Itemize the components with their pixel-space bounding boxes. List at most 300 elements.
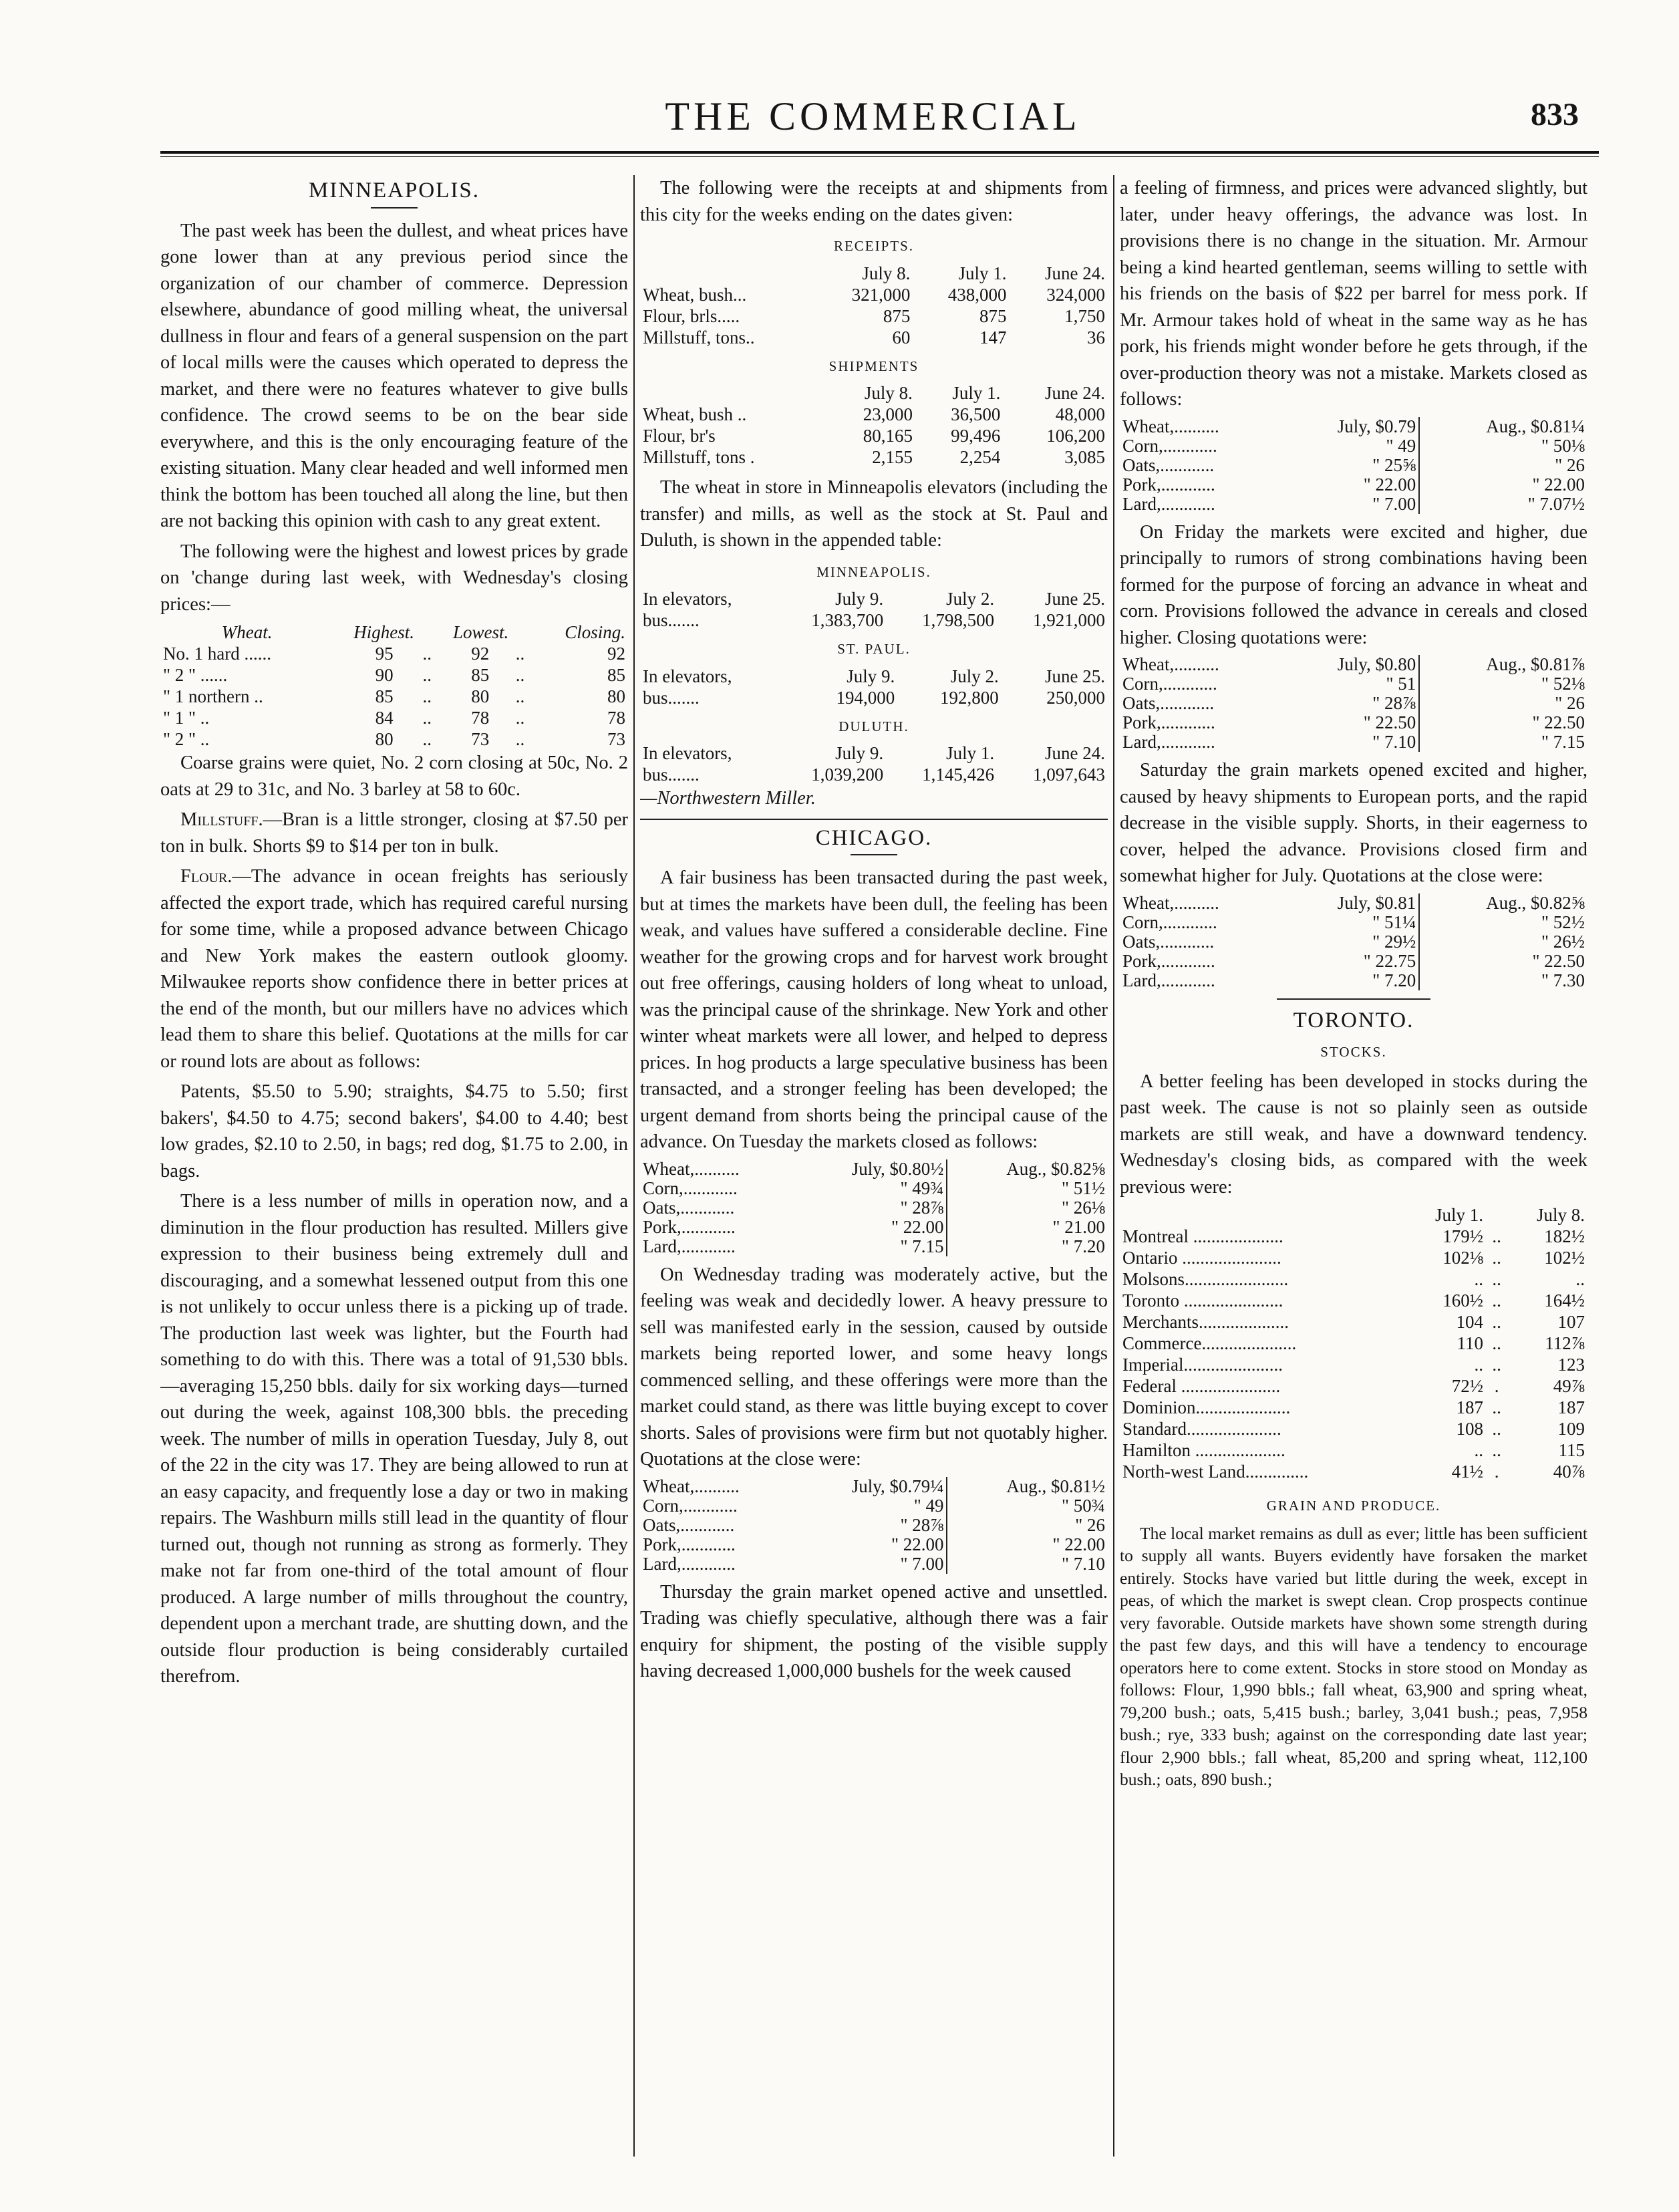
table-row	[640, 446, 1108, 468]
millstuff-label: Millstuff.	[180, 809, 263, 830]
table-cell: 90	[375, 665, 394, 685]
table-cell: 875	[883, 305, 911, 326]
july-price: " 7.00	[900, 1553, 944, 1574]
table-row	[160, 643, 628, 664]
bid-july-8: 112⅞	[1545, 1333, 1585, 1353]
august-price: " 22.00	[1419, 475, 1587, 495]
quotation-table-wednesday	[640, 1477, 1108, 1574]
table-cell: 73	[607, 729, 625, 749]
table-cell: " 1 northern ..	[163, 686, 263, 706]
stock-row	[1120, 1290, 1587, 1311]
minneapolis-heading: MINNEAPOLIS.	[309, 178, 480, 202]
price-header-highest: Highest.	[353, 622, 415, 642]
table-cell: Wheat, bush...	[643, 284, 747, 305]
august-price: " 22.50	[1419, 952, 1587, 971]
bid-july-8: 107	[1557, 1312, 1585, 1332]
elevator-value: 1,097,643	[1033, 765, 1105, 785]
shipments-date: July 1.	[952, 383, 1001, 403]
bank-name: Standard.....................	[1122, 1419, 1281, 1439]
stock-intro: The wheat in store in Minneapolis elevators (including the transfer) and mills, as well as the stock at St. Paul and Duluth, is shown in the appended table:	[640, 477, 1108, 551]
flour-text: —The advance in ocean freights has seriously affected the export trade, which has required careful nursing for some time, while a proposed advance between Chicago and New York makes the eastern outlook gloomy. Milwaukee reports show confidence there in better prices at the end of the month, but our millers have no advices which lead them to share this belief. Quotations at the mills for car or round lots are about as follows:	[160, 866, 628, 1072]
table-cell: 80	[607, 686, 625, 706]
quotation-row	[1120, 694, 1587, 713]
august-price: " 7.07½	[1419, 495, 1587, 514]
quotation-row	[640, 1218, 1108, 1237]
table-row	[160, 664, 628, 686]
grain-produce-heading: GRAIN AND PRODUCE.	[1266, 1498, 1441, 1514]
table-cell: 2,155	[872, 447, 913, 467]
table-cell: ..	[422, 644, 432, 664]
chicago-paragraph-1: A fair business has been transacted during the past week, but at times the markets have been dull, the feeling has been weak, and values have suffered a considerable decline. Fine weather for the growing crops and for harvest work brought out free offerings, causing holders of long wheat to unload, was the principal cause of the shrinkage. New York and other winter wheat markets were all lower, and helped to depress prices. In hog products a large speculative business has been transacted, and a stronger feeling has been developed; the urgent demand from shorts being the principal cause of the advance. On Tuesday the markets closed as follows:	[640, 867, 1108, 1152]
leader: .	[1494, 1376, 1499, 1396]
july-price: " 29½	[1372, 931, 1416, 952]
leader: ..	[1492, 1248, 1501, 1268]
bid-july-1: 41½	[1451, 1462, 1484, 1482]
table-cell: 80	[471, 686, 490, 706]
bid-july-8: 102½	[1544, 1248, 1585, 1268]
elevator-date: July 1.	[946, 743, 995, 763]
stock-date: July 8.	[1536, 1205, 1585, 1225]
stock-row	[1120, 1247, 1587, 1268]
july-price: " 28⅞	[900, 1197, 944, 1218]
commodity-name: Oats,............	[1122, 693, 1215, 713]
table-row	[640, 742, 1108, 764]
commodity-name: Wheat,..........	[1122, 892, 1219, 913]
august-price: " 7.10	[947, 1554, 1108, 1574]
bid-july-8: 115	[1558, 1440, 1585, 1460]
leader: ..	[1492, 1440, 1501, 1460]
quotation-row	[1120, 893, 1587, 913]
july-price: " 28⅞	[900, 1514, 944, 1535]
quotation-row	[1120, 655, 1587, 674]
august-price: Aug., $0.81½	[947, 1477, 1108, 1496]
shipments-heading: SHIPMENTS	[828, 358, 919, 374]
august-price: Aug., $0.82⅝	[947, 1159, 1108, 1179]
chicago-heading: CHICAGO.	[815, 825, 933, 850]
toronto-paragraph-1: A better feeling has been developed in stocks during the past week. The cause is not so plainly seen as outside markets are still weak, and have a downward tendency. Wednesday's closing bids, as compared with the week previous were:	[1120, 1071, 1587, 1198]
table-cell: 92	[471, 644, 490, 664]
august-price: " 7.20	[947, 1237, 1108, 1256]
leader: ..	[1492, 1333, 1501, 1353]
section-rule	[1277, 998, 1430, 1000]
july-price: " 25⅝	[1372, 454, 1416, 475]
quotation-row	[1120, 456, 1587, 475]
bid-july-1: 102⅛	[1442, 1248, 1484, 1268]
table-cell: ..	[422, 686, 432, 706]
elevator-value: 1,145,426	[922, 765, 995, 785]
elevator-date: July 9.	[847, 666, 895, 686]
leader: ..	[1492, 1355, 1501, 1375]
table-cell: 80	[375, 729, 394, 749]
table-row	[640, 764, 1108, 785]
commodity-name: Corn,............	[643, 1178, 738, 1198]
leader: ..	[1492, 1419, 1501, 1439]
table-cell: 92	[607, 644, 625, 664]
table-cell: 80,165	[863, 426, 913, 446]
august-price: " 50⅛	[1419, 436, 1587, 456]
quotation-row	[1120, 436, 1587, 456]
receipts-heading: RECEIPTS.	[833, 238, 915, 254]
bank-name: Commerce.....................	[1122, 1333, 1297, 1353]
table-cell: 2,254	[959, 447, 1001, 467]
commodity-name: Pork,............	[1122, 950, 1215, 971]
table-cell: Millstuff, tons .	[643, 447, 755, 467]
table-cell: 85	[375, 686, 394, 706]
table-cell: " 2 " ..	[163, 729, 210, 749]
july-price: " 7.00	[1372, 493, 1416, 514]
chicago-paragraph-6: Saturday the grain markets opened excited and higher, caused by heavy shipments to European ports, and the rapid decrease in the visible supply. Shorts, in their eagerness to cover, helped the advance. Provisions closed firm and somewhat higher for July. Quotations at the close were:	[1120, 760, 1587, 886]
leader: .	[1494, 1462, 1499, 1482]
july-price: " 49	[1386, 435, 1416, 456]
stock-row	[1120, 1333, 1587, 1354]
flour-label: Flour.	[180, 866, 233, 887]
quotation-row	[1120, 713, 1587, 732]
commodity-name: Lard,............	[643, 1553, 736, 1574]
table-row	[640, 425, 1108, 446]
receipts-date: July 1.	[958, 263, 1007, 283]
table-cell: 438,000	[947, 284, 1007, 305]
price-header-lowest: Lowest.	[452, 622, 509, 642]
elevator-table	[640, 742, 1108, 785]
section-rule	[640, 819, 1108, 820]
bank-name: Toronto ......................	[1122, 1290, 1283, 1310]
elevator-heading: MINNEAPOLIS.	[816, 563, 931, 580]
table-cell: Wheat, bush ..	[643, 404, 747, 424]
july-price: " 7.20	[1372, 970, 1416, 990]
bid-july-1: ..	[1474, 1440, 1484, 1460]
elevator-heading: DULUTH.	[838, 718, 909, 734]
table-row	[640, 284, 1108, 305]
bid-july-1: 104	[1456, 1312, 1484, 1332]
quotation-row	[640, 1477, 1108, 1496]
table-cell: 60	[892, 327, 911, 348]
bank-name: Dominion.....................	[1122, 1397, 1291, 1417]
receipts-date: June 24.	[1045, 263, 1105, 283]
july-price: July, $0.79	[1337, 416, 1416, 436]
commodity-name: Oats,............	[643, 1514, 735, 1535]
table-cell: 95	[375, 644, 394, 664]
stock-date: July 1.	[1435, 1205, 1484, 1225]
bank-name: Federal ......................	[1122, 1376, 1281, 1396]
receipts-intro: The following were the receipts at and shipments from this city for the weeks ending on the dates given:	[640, 178, 1108, 225]
table-row	[640, 666, 1108, 687]
flour-paragraph	[160, 863, 628, 1075]
leader: ..	[1492, 1290, 1501, 1310]
commodity-name: Corn,............	[1122, 674, 1217, 694]
quotation-row	[1120, 932, 1587, 952]
minneapolis-paragraph-2: The following were the highest and lowest prices by grade on 'change during last week, with Wednesday's closing prices:—	[160, 541, 628, 615]
toronto-heading: TORONTO.	[1293, 1008, 1414, 1032]
elevator-date: June 25.	[1045, 666, 1105, 686]
column-divider-2	[1113, 175, 1114, 2157]
commodity-name: Wheat,..........	[643, 1476, 740, 1496]
stock-row	[1120, 1439, 1587, 1461]
bid-july-8: ..	[1575, 1269, 1585, 1289]
bid-july-1: ..	[1474, 1269, 1484, 1289]
stock-row	[1120, 1354, 1587, 1375]
august-price: " 26	[1419, 694, 1587, 713]
quotation-row	[640, 1496, 1108, 1516]
august-price: " 51½	[947, 1179, 1108, 1198]
july-price: " 22.00	[891, 1216, 944, 1237]
elevator-stocks	[640, 559, 1108, 786]
commodity-name: Pork,............	[1122, 474, 1215, 495]
commodity-name: Pork,............	[1122, 712, 1215, 732]
july-price: July, $0.79¼	[851, 1476, 944, 1496]
bid-july-8: 187	[1557, 1397, 1585, 1417]
august-price: " 21.00	[947, 1218, 1108, 1237]
table-row	[640, 305, 1108, 327]
table-cell: 78	[607, 708, 625, 728]
table-row	[160, 686, 628, 707]
table-cell: 321,000	[851, 284, 911, 305]
price-header-closing: Closing.	[565, 622, 625, 642]
elevator-label: bus.......	[643, 610, 700, 630]
stock-row	[1120, 1375, 1587, 1397]
august-price: " 7.15	[1419, 732, 1587, 752]
elevator-label: bus.......	[643, 765, 700, 785]
shipments-date: July 8.	[864, 383, 913, 403]
elevator-value: 194,000	[836, 687, 895, 708]
table-cell: 85	[607, 665, 625, 685]
elevator-value: 1,039,200	[811, 765, 884, 785]
elevator-value: 192,800	[940, 687, 999, 708]
quotation-row	[1120, 417, 1587, 436]
bank-name: Hamilton ....................	[1122, 1440, 1285, 1460]
elevator-date: June 25.	[1045, 589, 1105, 609]
august-price: " 52½	[1419, 913, 1587, 932]
leader: ..	[1492, 1269, 1501, 1289]
elevator-value: 250,000	[1046, 687, 1105, 708]
quotation-table-saturday	[1120, 893, 1587, 990]
masthead-rule	[160, 151, 1599, 154]
quotation-row	[1120, 952, 1587, 971]
table-cell: 875	[979, 305, 1007, 326]
publication-title: THE COMMERCIAL	[665, 94, 1081, 138]
bid-july-1: ..	[1474, 1355, 1484, 1375]
elevator-date: July 9.	[835, 743, 884, 763]
elevator-date: July 2.	[950, 666, 999, 686]
august-price: " 26	[947, 1516, 1108, 1535]
stock-bids-table	[1120, 1204, 1587, 1482]
commodity-name: Oats,............	[1122, 931, 1215, 952]
table-cell: 324,000	[1046, 284, 1105, 305]
table-cell: Flour, br's	[643, 426, 716, 446]
shipments-date: June 24.	[1045, 383, 1105, 403]
bid-july-8: 123	[1557, 1355, 1585, 1375]
table-cell: ..	[515, 665, 525, 685]
august-price: " 26	[1419, 456, 1587, 475]
bid-july-1: 187	[1456, 1397, 1484, 1417]
stock-row	[1120, 1268, 1587, 1290]
stock-row	[1120, 1461, 1587, 1482]
commodity-name: Corn,............	[1122, 435, 1217, 456]
bid-july-8: 40⅞	[1553, 1462, 1585, 1482]
quotation-row	[1120, 475, 1587, 495]
table-cell: 85	[471, 665, 490, 685]
august-price: " 50¾	[947, 1496, 1108, 1516]
july-price: " 49	[913, 1495, 944, 1516]
quotation-row	[640, 1198, 1108, 1218]
table-cell: ..	[515, 644, 525, 664]
july-price: " 7.15	[900, 1236, 944, 1256]
millstuff-paragraph	[160, 807, 628, 859]
table-row	[640, 404, 1108, 425]
coarse-grains-paragraph: Coarse grains were quiet, No. 2 corn closing at 50c, No. 2 oats at 29 to 31c, and No. 3 barley at 58 to 60c.	[160, 752, 628, 800]
table-row	[640, 327, 1108, 348]
elevator-table	[640, 666, 1108, 708]
commodity-name: Wheat,..........	[1122, 416, 1219, 436]
table-row	[640, 588, 1108, 609]
table-row	[160, 728, 628, 750]
elevator-date: June 24.	[1045, 743, 1105, 763]
august-price: Aug., $0.82⅝	[1419, 893, 1587, 913]
column-1	[160, 175, 628, 2180]
chicago-paragraph-4: a feeling of firmness, and prices were advanced slightly, but later, under heavy offerings, the advance was lost. In provisions there is no change in the situation. Mr. Armour being a kind hearted gentleman, seems willing to settle with his friends on the basis of $22 per barrel for mess pork. If Mr. Armour takes hold of wheat in the same way as he has pork, his friends might wonder before he gets through, if the over-production theory was not a mistake. Markets closed as follows:	[1120, 178, 1587, 410]
table-cell: ..	[422, 708, 432, 728]
commodity-name: Lard,............	[1122, 493, 1215, 514]
july-price: " 22.00	[891, 1534, 944, 1554]
bid-july-8: 49⅞	[1553, 1376, 1585, 1396]
commodity-name: Corn,............	[643, 1495, 738, 1516]
table-row	[640, 609, 1108, 631]
wheat-price-table	[160, 621, 628, 750]
elevator-value: 1,383,700	[811, 610, 884, 630]
commodity-name: Oats,............	[643, 1197, 735, 1218]
elevator-label: In elevators,	[643, 666, 732, 686]
quotation-table-tuesday	[640, 1159, 1108, 1256]
elevator-heading: ST. PAUL.	[837, 641, 911, 657]
elevator-label: In elevators,	[643, 743, 732, 763]
masthead	[160, 87, 1585, 154]
minneapolis-paragraph-1: The past week has been the dullest, and wheat prices have gone lower than at any previous period since the organization of our chamber of commerce. Depression elsewhere, abundance of good milling wheat, the universal dullness in flour and fears of a general suspension on the part of local mills were the causes which operated to depress the market, and there were no features whatever to give bulls confidence. The crowd seems to be on the bear side everywhere, and this is the only encouraging feature of the existing situation. Many clear headed and well informed men think the bottom has been touched all along the line, but then are not backing this opinion with cash to any great extent.	[160, 220, 628, 531]
bank-name: Molsons.......................	[1122, 1269, 1289, 1289]
table-cell: No. 1 hard ......	[163, 644, 271, 664]
commodity-name: Wheat,..........	[643, 1158, 740, 1179]
bid-july-1: 72½	[1451, 1376, 1484, 1396]
table-cell: 99,496	[951, 426, 1001, 446]
bank-name: Imperial......................	[1122, 1355, 1283, 1375]
quotation-row	[1120, 913, 1587, 932]
column-2	[640, 175, 1108, 2180]
bank-name: North-west Land..............	[1122, 1462, 1309, 1482]
stock-row	[1120, 1226, 1587, 1247]
august-price: " 52⅛	[1419, 674, 1587, 694]
shipments-table	[640, 382, 1108, 468]
commodity-name: Wheat,..........	[1122, 654, 1219, 674]
elevator-date: July 2.	[946, 589, 995, 609]
table-row	[640, 687, 1108, 708]
table-cell: 48,000	[1055, 404, 1105, 424]
july-price: " 51	[1386, 674, 1416, 694]
july-price: July, $0.80	[1337, 654, 1416, 674]
leader: ..	[1492, 1312, 1501, 1332]
leader: ..	[1492, 1226, 1501, 1246]
quotation-row	[640, 1535, 1108, 1554]
table-cell: ..	[515, 708, 525, 728]
commodity-name: Corn,............	[1122, 912, 1217, 932]
quotation-row	[640, 1516, 1108, 1535]
flour-quotations-paragraph: Patents, $5.50 to 5.90; straights, $4.75 to 5.50; first bakers', $4.50 to 4.75; second bakers', $4.00 to 4.40; best low grades, $2.10 to 2.50, in bags; red dog, $1.75 to 2.00, in bags.	[160, 1081, 628, 1182]
commodity-name: Lard,............	[1122, 732, 1215, 752]
quotation-row	[1120, 971, 1587, 990]
quotation-row	[1120, 732, 1587, 752]
august-price: " 26⅛	[947, 1198, 1108, 1218]
bid-july-1: 110	[1457, 1333, 1484, 1353]
table-cell: 73	[471, 729, 490, 749]
toronto-paragraph-2: The local market remains as dull as ever; little has been sufficient to supply all wants. Buyers evidently have forsaken the market entirely. Stocks have varied but little during the week, except in peas, of which the market is swept clean. Crop prospects continue very favorable. Outside markets have shown some strength during the past few days, and this will have a tendency to encourage operators here to come extent. Stocks in store stood on Monday as follows: Flour, 1,990 bbls.; fall wheat, 63,900 and spring wheat, 79,200 bush.; oats, 5,415 bush.; barley, 3,041 bush.; peas, 7,958 bush.; rye, 333 bush; against on the corresponding date last year; flour 2,900 bbls.; fall wheat, 85,200 and spring wheat, 112,100 bush.; oats, 890 bush.;	[1120, 1523, 1587, 1789]
column-divider-1	[633, 175, 635, 2157]
july-price: July, $0.81	[1337, 892, 1416, 913]
commodity-name: Oats,............	[1122, 454, 1215, 475]
chicago-paragraph-5: On Friday the markets were excited and higher, due principally to rumors of strong combinations having been formed for the purpose of forcing an advance in wheat and corn. Provisions followed the advance in cereals and closed higher. Closing quotations were:	[1120, 521, 1587, 648]
table-cell: ..	[422, 729, 432, 749]
elevator-date: July 9.	[835, 589, 884, 609]
table-cell: 36	[1087, 327, 1105, 348]
receipts-date: July 8.	[862, 263, 911, 283]
bank-name: Ontario ......................	[1122, 1248, 1281, 1268]
quotation-table-friday	[1120, 655, 1587, 752]
july-price: " 22.00	[1363, 474, 1416, 495]
chicago-paragraph-2: On Wednesday trading was moderately active, but the feeling was weak and decidedly lower. A heavy pressure to sell was manifested early in the session, caused by outside markets being reported lower, and some heavy longs commenced selling, and these offerings were more than the market could stand, as there was little buying except to cover shorts. Sales of provisions were firm but not quotably higher. Quotations at the close were:	[640, 1264, 1108, 1470]
table-cell: 1,750	[1064, 305, 1105, 326]
july-price: July, $0.80½	[851, 1158, 944, 1179]
price-header-wheat: Wheat.	[221, 622, 273, 642]
august-price: " 7.30	[1419, 971, 1587, 990]
table-cell: ..	[422, 665, 432, 685]
table-cell: 106,200	[1046, 426, 1105, 446]
elevator-value: 1,798,500	[922, 610, 995, 630]
table-cell: 84	[375, 708, 394, 728]
table-cell: " 2 " ......	[163, 665, 228, 685]
elevator-label: bus.......	[643, 687, 700, 708]
bid-july-1: 179½	[1442, 1226, 1484, 1246]
mills-paragraph: There is a less number of mills in operation now, and a diminution in the flour production has resulted. Millers give expression to their business being extremely dull and discouraging, and a somewhat lessened output from this one is not unlikely to occur unless there is a picking up of trade. The production last week was lighter, but the Fourth had something to do with this. There was a total of 91,530 bbls.—averaging 15,250 bbls. daily for six working days—turned out during the week, against 108,300 bbls. the preceding week. The number of mills in operation Tuesday, July 8, out of the 22 in the city was 17. They are being allowed to run at an easy capacity, and frequently lose a day or two in making repairs. The Washburn mills still lead in the quantity of flour turned out, though not running as strong as formerly. They make not far from one-third of the total amount of flour produced. A large number of mills throughout the country, dependent upon a merchant trade, are shutting down, and the outside flour production is being considerably curtailed therefrom.	[160, 1191, 628, 1687]
stock-row	[1120, 1311, 1587, 1333]
table-cell: ..	[515, 686, 525, 706]
table-cell: 78	[471, 708, 490, 728]
quotation-row	[1120, 495, 1587, 514]
july-price: " 22.75	[1363, 950, 1416, 971]
table-cell: Millstuff, tons..	[643, 327, 755, 348]
august-price: " 22.00	[947, 1535, 1108, 1554]
commodity-name: Lard,............	[643, 1236, 736, 1256]
table-cell: Flour, brls.....	[643, 305, 740, 326]
quotation-table-thursday	[1120, 417, 1587, 514]
august-price: Aug., $0.81¼	[1419, 417, 1587, 436]
stocks-heading: STOCKS.	[1320, 1044, 1387, 1060]
elevator-value: 1,921,000	[1033, 610, 1105, 630]
table-cell: ..	[515, 729, 525, 749]
july-price: " 51¼	[1372, 912, 1416, 932]
commodity-name: Pork,............	[643, 1534, 736, 1554]
stock-row	[1120, 1418, 1587, 1439]
quotation-row	[640, 1554, 1108, 1574]
quotation-row	[1120, 674, 1587, 694]
source-citation: —Northwestern Miller.	[640, 788, 816, 809]
heading-dash	[371, 207, 418, 209]
elevator-label: In elevators,	[643, 589, 732, 609]
table-cell: 23,000	[863, 404, 913, 424]
elevator-table	[640, 588, 1108, 631]
page-number: 833	[1531, 97, 1579, 132]
quotation-row	[640, 1179, 1108, 1198]
august-price: Aug., $0.81⅞	[1419, 655, 1587, 674]
table-row	[160, 707, 628, 728]
quotation-row	[640, 1237, 1108, 1256]
bank-name: Merchants....................	[1122, 1312, 1289, 1332]
july-price: " 22.50	[1363, 712, 1416, 732]
